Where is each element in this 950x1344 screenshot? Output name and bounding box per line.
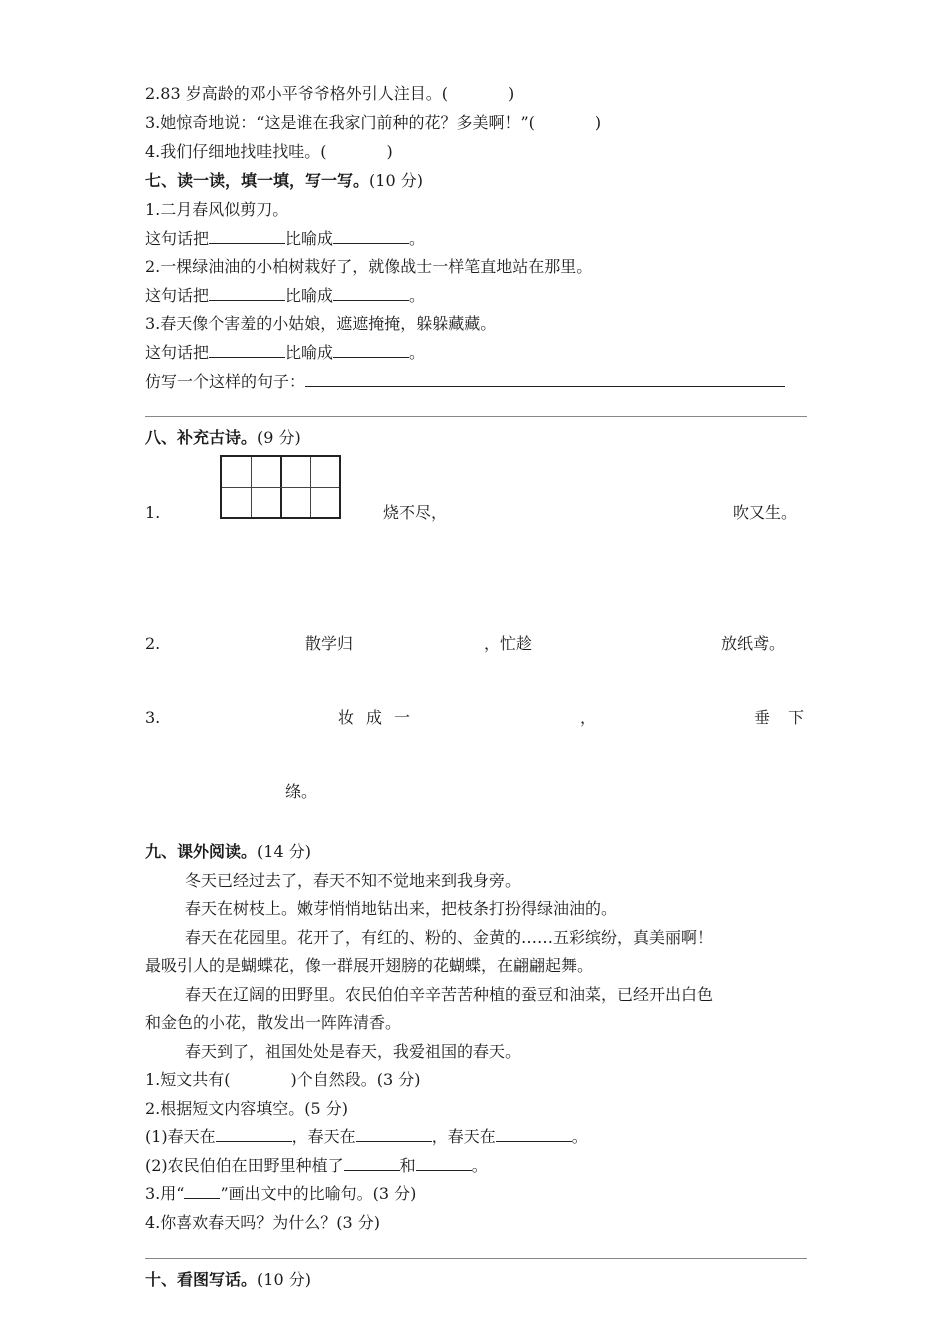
blank[interactable]	[496, 1127, 572, 1142]
passage-paragraph-1: 冬天已经过去了，春天不知不觉地来到我身旁。	[185, 871, 522, 890]
passage-paragraph-4: 春天在辽阔的田野里。农民伯伯辛辛苦苦种植的蚕豆和油菜，已经开出白色	[185, 985, 714, 1004]
blank[interactable]	[209, 229, 285, 244]
blank[interactable]	[209, 286, 285, 301]
q7-sentence-2: 2.一棵绿油油的小柏树栽好了，就像战士一样笔直地站在那里。	[145, 257, 593, 276]
poem-2-part-c: 放纸鸢。	[721, 634, 786, 653]
poem-2-part-a: 散学归	[305, 634, 354, 653]
q7-answer-2: 这句话把 比喻成 。	[145, 286, 426, 305]
blank[interactable]	[333, 229, 409, 244]
blank[interactable]	[344, 1156, 400, 1171]
blank[interactable]	[216, 1127, 292, 1142]
passage-paragraph-4-cont: 和金色的小花，散发出一阵阵清香。	[145, 1013, 402, 1032]
passage-paragraph-5: 春天到了，祖国处处是春天，我爱祖国的春天。	[185, 1042, 522, 1061]
poem-1-part-b: 吹又生。	[733, 503, 798, 522]
q9-heading: 九、课外阅读。(14 分)	[145, 842, 311, 861]
answer-line[interactable]	[145, 1258, 807, 1259]
poem-1-number: 1.	[145, 503, 161, 522]
question-3: 3.用“ ”画出文中的比喻句。(3 分)	[145, 1184, 417, 1203]
poem-3-part-c: 垂下	[754, 708, 823, 727]
q7-heading: 七、读一读，填一填，写一写。(10 分)	[145, 171, 423, 190]
passage-paragraph-3-cont: 最吸引人的是蝴蝶花，像一群展开翅膀的花蝴蝶，在翩翩起舞。	[145, 956, 594, 975]
blank[interactable]	[209, 343, 285, 358]
question-2-2: (2)农民伯伯在田野里种植了 和 。	[145, 1156, 488, 1175]
poem-3-part-b: ，	[580, 708, 597, 727]
q10-heading: 十、看图写话。(10 分)	[145, 1270, 311, 1289]
character-grid[interactable]	[220, 455, 341, 519]
question-1: 1.短文共有( )个自然段。(3 分)	[145, 1070, 421, 1089]
blank[interactable]	[416, 1156, 472, 1171]
passage-paragraph-3: 春天在花园里。花开了，有红的、粉的、金黄的……五彩缤纷，真美丽啊！	[185, 928, 714, 947]
blank[interactable]	[356, 1127, 432, 1142]
poem-3-part-d: 绦。	[285, 782, 318, 801]
imitate-blank[interactable]	[305, 372, 785, 387]
q7-answer-3: 这句话把 比喻成 。	[145, 343, 426, 362]
poem-3-number: 3.	[145, 708, 161, 727]
blank[interactable]	[333, 343, 409, 358]
question-2-1: (1)春天在 ，春天在 ，春天在 。	[145, 1127, 588, 1146]
poem-2-part-b: ，忙趁	[484, 634, 533, 653]
passage-paragraph-2: 春天在树枝上。嫩芽悄悄地钻出来，把枝条打扮得绿油油的。	[185, 899, 618, 918]
poem-1-part-a: 烧不尽，	[383, 503, 448, 522]
poem-2-number: 2.	[145, 634, 161, 653]
q8-heading: 八、补充古诗。(9 分)	[145, 428, 301, 447]
q7-sentence-3: 3.春天像个害羞的小姑娘，遮遮掩掩，躲躲藏藏。	[145, 314, 497, 333]
q7-sentence-1: 1.二月春风似剪刀。	[145, 200, 289, 219]
poem-3-part-a: 妆成一	[338, 708, 423, 727]
q6-item-3: 3.她惊奇地说：“这是谁在我家门前种的花？多美啊！”( )	[145, 113, 602, 132]
answer-line[interactable]	[145, 416, 807, 417]
question-2: 2.根据短文内容填空。(5 分)	[145, 1099, 349, 1118]
question-4: 4.你喜欢春天吗？为什么？(3 分)	[145, 1213, 381, 1232]
q6-item-2: 2.83 岁高龄的邓小平爷爷格外引人注目。( )	[145, 84, 515, 103]
q6-item-4: 4.我们仔细地找哇找哇。( )	[145, 142, 393, 161]
blank[interactable]	[333, 286, 409, 301]
q7-answer-1: 这句话把 比喻成 。	[145, 229, 426, 248]
q7-imitate: 仿写一个这样的句子：	[145, 372, 785, 392]
